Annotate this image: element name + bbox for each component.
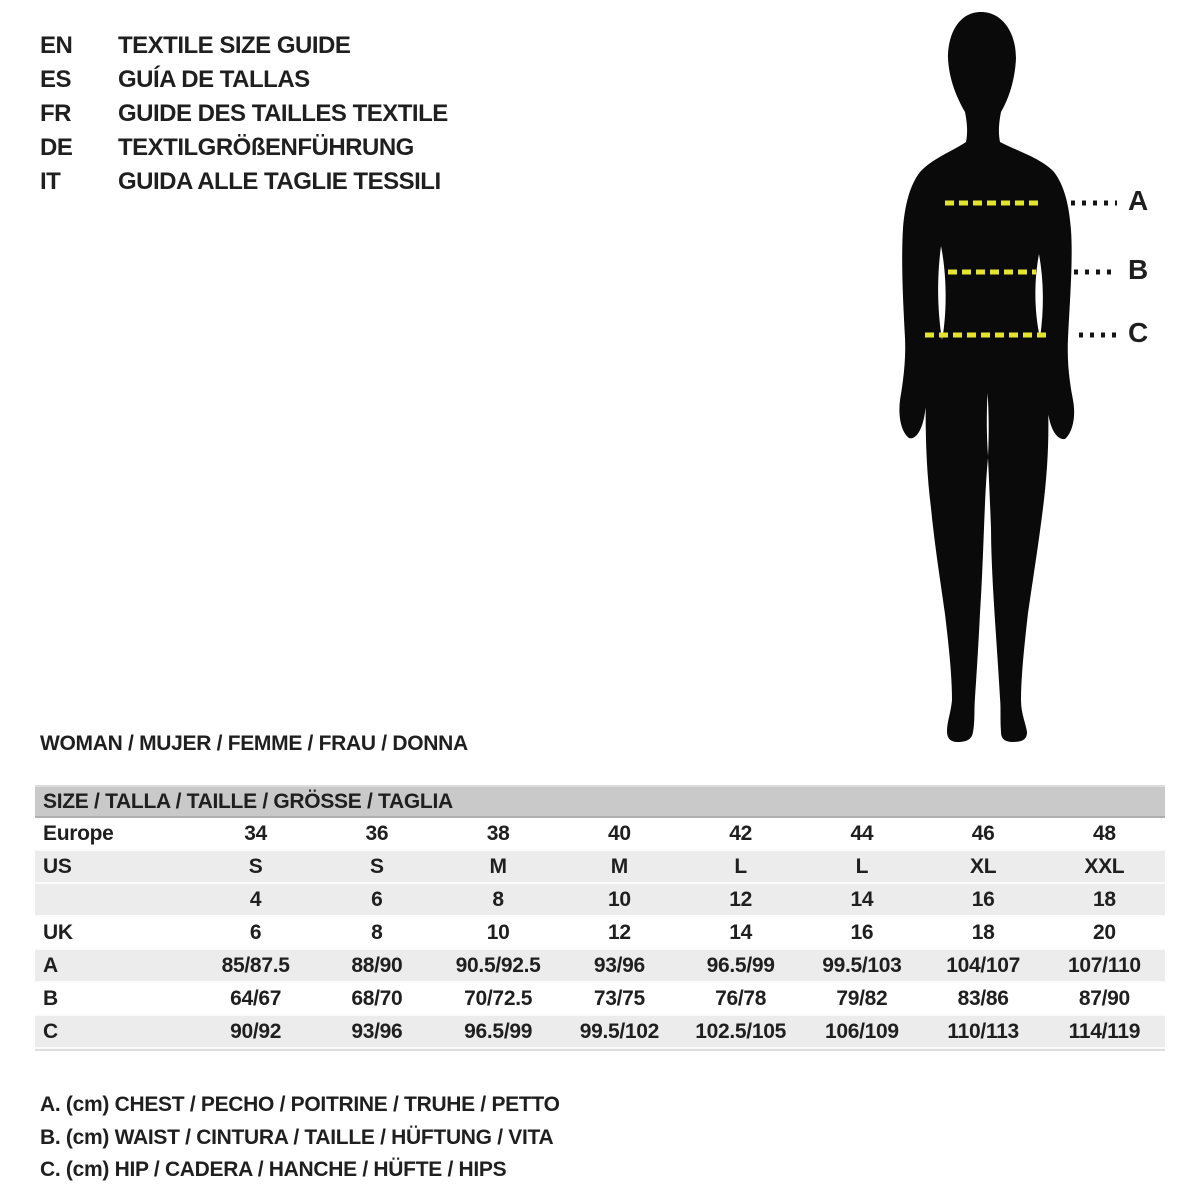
size-cell: 36 bbox=[365, 821, 389, 845]
size-cell: 48 bbox=[1092, 821, 1116, 845]
woman-silhouette bbox=[895, 8, 1165, 748]
table-row bbox=[35, 917, 1165, 950]
language-list bbox=[40, 29, 448, 199]
size-cell: 16 bbox=[971, 887, 995, 911]
measurement-legend bbox=[40, 1089, 560, 1187]
size-cell: 85/87.5 bbox=[221, 953, 290, 977]
size-cell: 42 bbox=[729, 821, 752, 845]
table-row bbox=[35, 1016, 1165, 1049]
row-label: C bbox=[43, 1019, 58, 1043]
table-row bbox=[35, 983, 1165, 1016]
size-cell: 93/96 bbox=[593, 953, 645, 977]
table-row bbox=[35, 818, 1165, 851]
legend-line: B. (cm) WAIST / CINTURA / TAILLE / HÜFTUNG / VITA bbox=[40, 1125, 554, 1149]
size-cell: M bbox=[489, 854, 507, 878]
language-row bbox=[40, 29, 448, 63]
size-table bbox=[35, 785, 1165, 1051]
language-row bbox=[40, 165, 448, 199]
size-cell: 90.5/92.5 bbox=[455, 953, 541, 977]
language-code: EN bbox=[40, 32, 73, 59]
size-cell: 16 bbox=[850, 920, 874, 944]
language-label: TEXTILE SIZE GUIDE bbox=[118, 32, 351, 59]
size-table-rows bbox=[35, 818, 1165, 1049]
size-cell: 8 bbox=[371, 920, 383, 944]
size-cell: 44 bbox=[850, 821, 874, 845]
table-row bbox=[35, 884, 1165, 917]
size-cell: 64/67 bbox=[230, 986, 282, 1010]
size-cell: 18 bbox=[1092, 887, 1116, 911]
size-cell: 68/70 bbox=[351, 986, 403, 1010]
size-cell: 96.5/99 bbox=[706, 953, 775, 977]
size-cell: 76/78 bbox=[715, 986, 767, 1010]
size-cell: XXL bbox=[1084, 854, 1125, 878]
size-cell: 87/90 bbox=[1078, 986, 1130, 1010]
language-code: DE bbox=[40, 134, 73, 161]
marker-label-chest: A bbox=[1128, 185, 1149, 216]
size-cell: 88/90 bbox=[351, 953, 403, 977]
table-row bbox=[35, 950, 1165, 983]
row-label: A bbox=[43, 953, 58, 977]
language-row bbox=[40, 131, 448, 165]
size-cell: 83/86 bbox=[957, 986, 1009, 1010]
size-cell: 12 bbox=[607, 920, 631, 944]
size-cell: 40 bbox=[607, 821, 631, 845]
marker-label-hip: C bbox=[1128, 317, 1149, 348]
size-cell: S bbox=[248, 854, 263, 878]
size-cell: 20 bbox=[1092, 920, 1116, 944]
legend-line: A. (cm) CHEST / PECHO / POITRINE / TRUHE / PETTO bbox=[40, 1093, 560, 1117]
size-cell: 6 bbox=[371, 887, 383, 911]
table-row bbox=[35, 851, 1165, 884]
size-cell: 12 bbox=[729, 887, 752, 911]
size-cell: 99.5/103 bbox=[822, 953, 902, 977]
size-cell: L bbox=[855, 854, 869, 878]
size-cell: 10 bbox=[607, 887, 631, 911]
language-code: IT bbox=[40, 168, 61, 195]
row-label: B bbox=[43, 986, 58, 1010]
size-cell: 34 bbox=[244, 821, 267, 845]
size-cell: 4 bbox=[249, 887, 262, 911]
size-table-header: SIZE / TALLA / TAILLE / GRÖSSE / TAGLIA bbox=[35, 785, 1165, 818]
size-cell: 110/113 bbox=[947, 1019, 1019, 1043]
size-cell: L bbox=[734, 854, 747, 878]
language-row bbox=[40, 63, 448, 97]
size-cell: 14 bbox=[850, 887, 874, 911]
language-label: GUÍA DE TALLAS bbox=[118, 66, 310, 93]
size-cell: 70/72.5 bbox=[464, 986, 533, 1010]
size-cell: S bbox=[370, 854, 384, 878]
size-cell: 8 bbox=[492, 887, 504, 911]
size-cell: 6 bbox=[249, 920, 262, 944]
size-cell: 14 bbox=[729, 920, 752, 944]
section-title-woman: WOMAN / MUJER / FEMME / FRAU / DONNA bbox=[40, 732, 468, 755]
language-label: GUIDE DES TAILLES TEXTILE bbox=[118, 100, 448, 127]
language-label: GUIDA ALLE TAGLIE TESSILI bbox=[118, 168, 441, 195]
size-cell: 38 bbox=[486, 821, 510, 845]
size-cell: 96.5/99 bbox=[464, 1019, 533, 1043]
size-cell: 102.5/105 bbox=[695, 1019, 786, 1043]
language-row bbox=[40, 97, 448, 131]
size-cell: 90/92 bbox=[230, 1019, 282, 1043]
size-cell: 106/109 bbox=[824, 1019, 899, 1043]
legend-line: C. (cm) HIP / CADERA / HANCHE / HÜFTE / HIPS bbox=[40, 1158, 507, 1182]
language-label: TEXTILGRÖßENFÜHRUNG bbox=[118, 134, 414, 161]
size-cell: 79/82 bbox=[836, 986, 888, 1010]
size-cell: 93/96 bbox=[351, 1019, 403, 1043]
row-label: UK bbox=[43, 920, 73, 944]
row-label: Europe bbox=[43, 821, 114, 845]
marker-label-waist: B bbox=[1128, 254, 1149, 285]
size-cell: M bbox=[610, 854, 628, 878]
size-cell: 73/75 bbox=[593, 986, 645, 1010]
size-cell: 107/110 bbox=[1068, 953, 1141, 977]
figure-area bbox=[895, 8, 1195, 748]
size-cell: 114/119 bbox=[1068, 1019, 1141, 1043]
size-cell: 10 bbox=[486, 920, 510, 944]
size-cell: 18 bbox=[971, 920, 995, 944]
row-label: US bbox=[43, 854, 72, 878]
size-cell: XL bbox=[970, 854, 997, 878]
size-cell: 46 bbox=[971, 821, 995, 845]
size-cell: 99.5/102 bbox=[579, 1019, 660, 1043]
language-code: ES bbox=[40, 66, 72, 93]
size-cell: 104/107 bbox=[946, 953, 1021, 977]
language-code: FR bbox=[40, 100, 71, 127]
